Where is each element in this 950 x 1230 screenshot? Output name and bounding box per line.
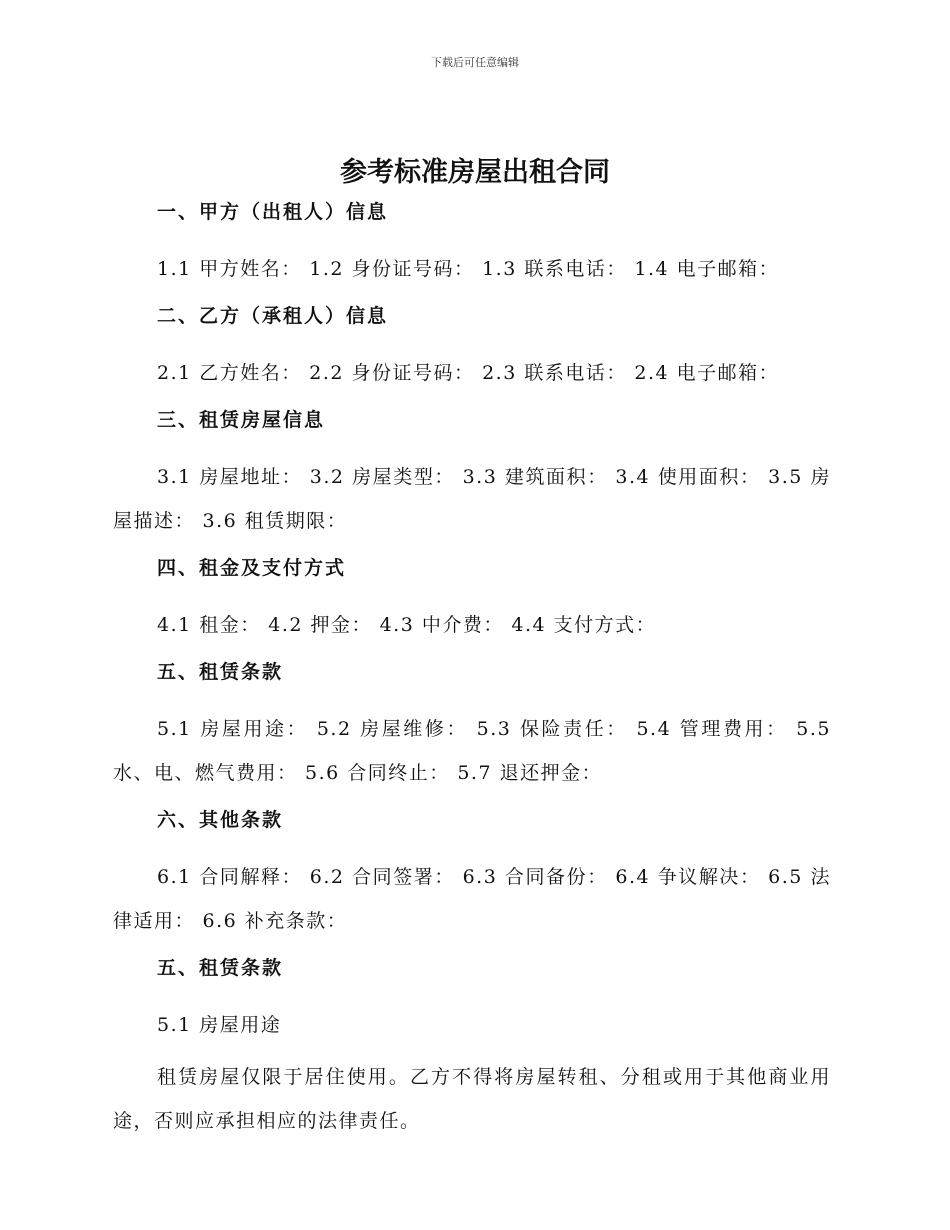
section-lease-terms — [113, 655, 831, 795]
section-paragraph: 6.1 合同解释： 6.2 合同签署： 6.3 合同备份： 6.4 争议解决： 6.5 法律适用： 6.6 补充条款： — [113, 866, 831, 932]
section-paragraph: 5.1 房屋用途： 5.2 房屋维修： 5.3 保险责任： 5.4 管理费用： 5.5 水、电、燃气费用： 5.6 合同终止： 5.7 退还押金： — [113, 718, 831, 784]
section-heading: 五、租赁条款 — [157, 957, 284, 979]
section-paragraph: 2.1 乙方姓名： 2.2 身份证号码： 2.3 联系电话： 2.4 电子邮箱： — [157, 362, 780, 384]
section-heading: 二、乙方（承租人）信息 — [157, 305, 389, 327]
section-party-b — [113, 299, 831, 395]
section-heading: 三、租赁房屋信息 — [157, 409, 326, 431]
section-party-a — [113, 195, 831, 291]
section-heading: 六、其他条款 — [157, 809, 284, 831]
document-title: 参考标准房屋出租合同 — [340, 157, 610, 188]
section-paragraph: 4.1 租金： 4.2 押金： 4.3 中介费： 4.4 支付方式： — [157, 614, 657, 636]
section-heading: 四、租金及支付方式 — [157, 557, 347, 579]
header-note: 下载后可任意编辑 — [431, 56, 519, 69]
section-lease-terms-detail — [113, 951, 831, 1143]
section-heading: 五、租赁条款 — [157, 661, 284, 683]
section-property — [113, 403, 831, 543]
clause-title: 5.1 房屋用途 — [157, 1014, 282, 1036]
section-paragraph: 1.1 甲方姓名： 1.2 身份证号码： 1.3 联系电话： 1.4 电子邮箱： — [157, 258, 780, 280]
section-other-terms — [113, 803, 831, 943]
clause-body: 租赁房屋仅限于居住使用。乙方不得将房屋转租、分租或用于其他商业用途，否则应承担相应的法律责任。 — [113, 1066, 831, 1132]
section-rent-payment — [113, 551, 831, 647]
section-heading: 一、甲方（出租人）信息 — [157, 201, 389, 223]
section-paragraph: 3.1 房屋地址： 3.2 房屋类型： 3.3 建筑面积： 3.4 使用面积： 3.5 房屋描述： 3.6 租赁期限： — [113, 466, 831, 532]
document-body — [113, 195, 831, 1151]
